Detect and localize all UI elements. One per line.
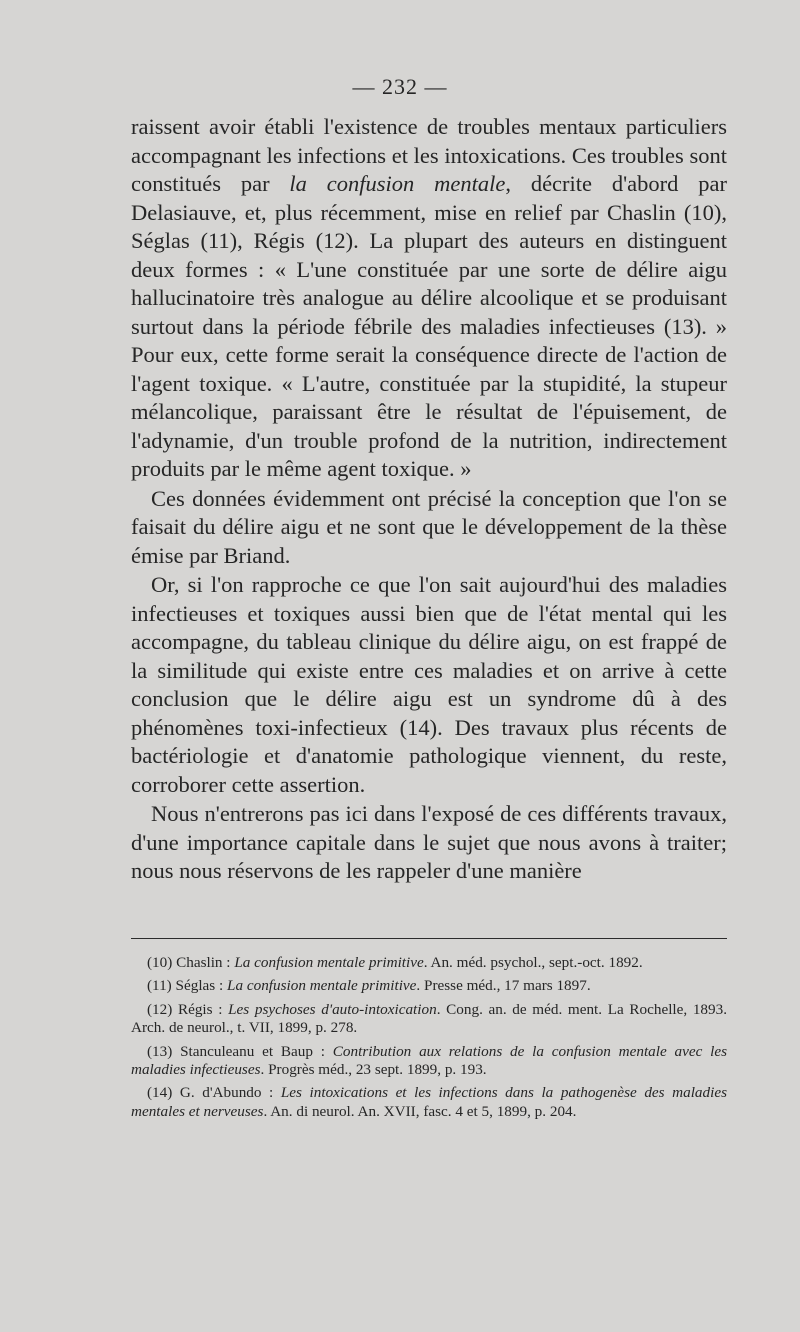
footnote-13-source: . Progrès méd., 23 sept. 1899, p. 193. — [260, 1061, 487, 1079]
footnote-10-title: La confusion mentale primitive — [234, 954, 424, 971]
footnote-13-author: (13) Stanculeanu et Baup : — [147, 1042, 333, 1060]
page-number: — 232 — — [352, 74, 448, 99]
paragraph-1-part-1: raissent avoir établi l'existence de troubles mentaux particuliers accompagnant les infections et les intoxications. Ces troubles sont constitués par — [131, 114, 727, 196]
paragraph-1 — [131, 113, 727, 484]
footnote-13 — [131, 1043, 727, 1080]
body-text — [131, 113, 727, 887]
footnote-14-source: . An. di neurol. An. XVII, fasc. 4 et 5, 1899, p. 204. — [263, 1102, 577, 1120]
footnote-11-author: (11) Séglas : — [147, 977, 228, 995]
footnote-10-source: . An. méd. psychol., sept.-oct. 1892. — [423, 954, 643, 971]
footnotes — [131, 954, 727, 1126]
footnote-14-title: Les intoxications et les infections dans la pathogenèse des maladies mentales et nerveuses — [131, 1084, 727, 1120]
footnote-12-author: (12) Régis : — [147, 1000, 229, 1018]
paragraph-1-italic: la confusion mentale — [289, 171, 506, 196]
footnote-12-title: Les psychoses d'auto-intoxication — [228, 1000, 437, 1018]
paragraph-1-part-2: , décrite d'abord par Delasiauve, et, plus récemment, mise en relief par Chaslin (10), Séglas (11), Régis (12). La plupart des auteurs en distinguent deux formes : « L'une constituée par une sorte de délire aigu hallucinatoire très analogue au délire alcoolique et se produisant surtout dans la période fébrile des maladies infectieuses (13). » Pour eux, cette forme serait la conséquence directe de l'action de l'agent toxique. « L'autre, constituée par la stupidité, la stupeur mélancolique, paraissant être le résultat de l'épuisement, de l'adynamie, d'un trouble profond de la nutrition, indirectement produits par le même agent toxique. » — [131, 171, 727, 481]
footnote-13-title: Contribution aux relations de la confusion mentale avec les maladies infectieuses — [131, 1042, 728, 1079]
footnote-14 — [131, 1084, 727, 1121]
footnote-divider — [131, 938, 727, 939]
footnote-12-source: . Cong. an. de méd. ment. La Rochelle, 1893. Arch. de neurol., t. VII, 1899, p. 278. — [131, 1000, 727, 1037]
footnote-11-title: La confusion mentale primitive — [227, 977, 417, 995]
paragraph-4: Nous n'entrerons pas ici dans l'exposé de ces différents travaux, d'une importance capitale dans le sujet que nous avons à traiter; nous nous réservons de les rappeler d'une manière — [131, 801, 727, 883]
footnote-10-author: (10) Chaslin : — [147, 954, 235, 971]
footnote-12 — [131, 1001, 727, 1038]
footnote-11 — [131, 977, 727, 995]
footnote-14-author: (14) G. d'Abundo : — [147, 1084, 281, 1102]
footnote-11-source: . Presse méd., 17 mars 1897. — [416, 977, 591, 995]
footnote-10 — [131, 954, 727, 972]
paragraph-3: Or, si l'on rapproche ce que l'on sait aujourd'hui des maladies infectieuses et toxiques aussi bien que de l'état mental qui les accompagne, du tableau clinique du délire aigu, on est frappé de la similitude qui existe entre ces maladies et on arrive à cette conclusion que le délire aigu est un syndrome dû à des phénomènes toxi-infectieux (14). Des travaux plus récents de bactériologie et d'anatomie pathologique viennent, du reste, corroborer cette assertion. — [131, 572, 727, 797]
paragraph-2: Ces données évidemment ont précisé la conception que l'on se faisait du délire aigu et ne sont que le développement de la thèse émise par Briand. — [131, 485, 727, 568]
